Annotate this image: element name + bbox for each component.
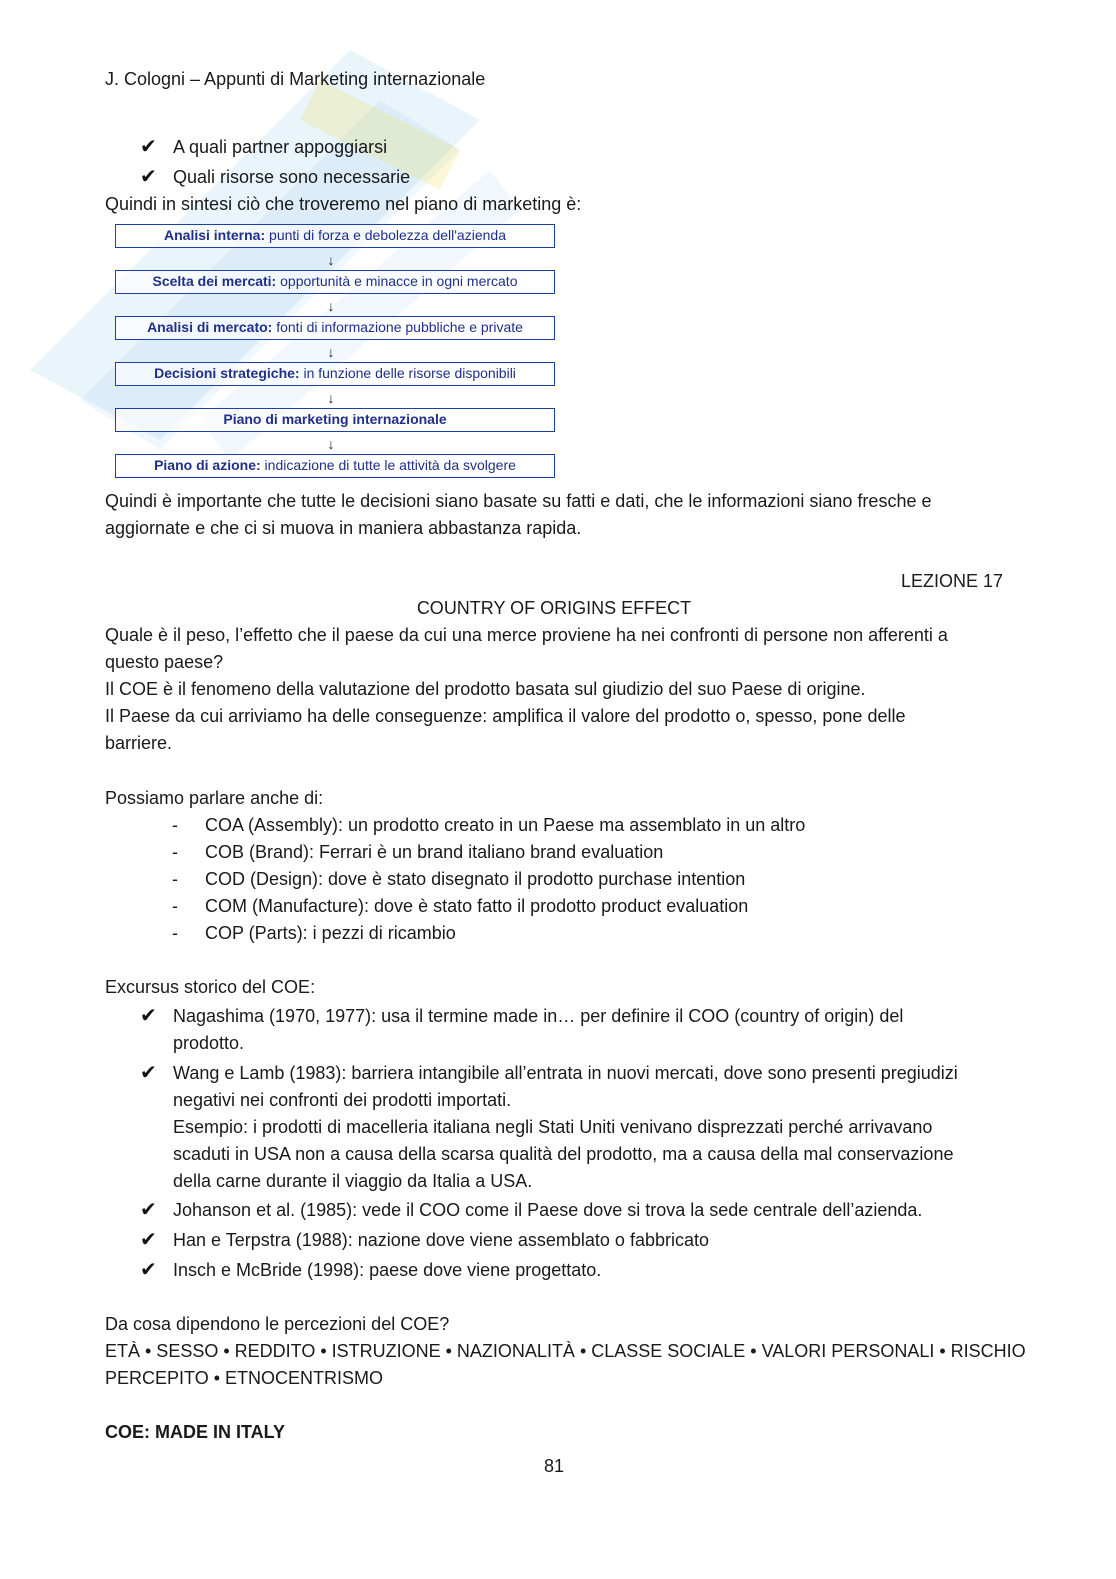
perceptions-question: Da cosa dipendono le percezioni del COE? — [105, 1314, 450, 1334]
list-item-continuation: prodotto. — [173, 1033, 245, 1053]
check-icon: ✔ — [140, 1062, 157, 1084]
flow-step-text: indicazione di tutte le attività da svolgere — [260, 457, 516, 473]
list-item: COB (Brand): Ferrari è un brand italiano brand evaluation — [205, 842, 664, 862]
paragraph-line: barriere. — [105, 733, 173, 753]
dash-bullet: - — [172, 923, 178, 943]
watermark-icon — [20, 40, 540, 560]
subsection-heading: COE: MADE IN ITALY — [105, 1422, 286, 1442]
list-item: COM (Manufacture): dove è stato fatto il prodotto product evaluation — [205, 896, 749, 916]
arrow-down-icon: ↓ — [327, 298, 335, 314]
check-icon: ✔ — [140, 1229, 157, 1251]
perceptions-list-line: ETÀ • SESSO • REDDITO • ISTRUZIONE • NAZIONALITÀ • CLASSE SOCIALE • VALORI PERSONALI • RISCHIO — [105, 1341, 1026, 1361]
flow-step — [115, 270, 555, 294]
flow-step-title: Analisi di mercato: — [147, 319, 273, 335]
paragraph-line: Quale è il peso, l’effetto che il paese da cui una merce proviene ha nei confronti di persone non afferenti a — [105, 625, 948, 645]
dash-bullet: - — [172, 869, 178, 889]
arrow-down-icon: ↓ — [327, 390, 335, 406]
check-icon: ✔ — [140, 166, 157, 188]
list-item: Quali risorse sono necessarie — [173, 167, 411, 187]
flow-step-title: Decisioni strategiche: — [154, 365, 300, 381]
page-number: 81 — [543, 1456, 565, 1476]
flow-step — [115, 316, 555, 340]
check-icon: ✔ — [140, 136, 157, 158]
arrow-down-icon: ↓ — [327, 436, 335, 452]
list-item: COP (Parts): i pezzi di ricambio — [205, 923, 456, 943]
list-item: Johanson et al. (1985): vede il COO come il Paese dove si trova la sede centrale dell’azienda. — [173, 1200, 923, 1220]
paragraph-line: questo paese? — [105, 652, 224, 672]
flow-step — [115, 408, 555, 432]
dash-bullet: - — [172, 815, 178, 835]
flow-step — [115, 454, 555, 478]
flow-step-title: Piano di azione: — [154, 457, 261, 473]
check-icon: ✔ — [140, 1199, 157, 1221]
list-item-continuation: Esempio: i prodotti di macelleria italiana negli Stati Uniti venivano disprezzati perché arrivavano — [173, 1117, 933, 1137]
list-item: COD (Design): dove è stato disegnato il prodotto purchase intention — [205, 869, 746, 889]
list-item-continuation: della carne durante il viaggio da Italia a USA. — [173, 1171, 533, 1191]
paragraph-line: Il Paese da cui arriviamo ha delle conseguenze: amplifica il valore del prodotto o, spesso, pone delle — [105, 706, 906, 726]
check-icon: ✔ — [140, 1259, 157, 1281]
list-item: Wang e Lamb (1983): barriera intangibile all’entrata in nuovi mercati, dove sono presenti pregiudizi — [173, 1063, 958, 1083]
dash-bullet: - — [172, 896, 178, 916]
lesson-label: LEZIONE 17 — [900, 571, 1003, 591]
list-item-continuation: scaduti in USA non a causa della scarsa qualità del prodotto, ma a causa della mal conservazione — [173, 1144, 954, 1164]
flow-step — [115, 362, 555, 386]
flow-step-title: Piano di marketing internazionale — [223, 411, 447, 427]
paragraph-line: Il COE è il fenomeno della valutazione del prodotto basata sul giudizio del suo Paese di origine. — [105, 679, 866, 699]
flow-step-title: Analisi interna: — [164, 227, 266, 243]
flow-step-text: in funzione delle risorse disponibili — [299, 365, 516, 381]
perceptions-list-line: PERCEPITO • ETNOCENTRISMO — [105, 1368, 383, 1388]
arrow-down-icon: ↓ — [327, 252, 335, 268]
check-icon: ✔ — [140, 1005, 157, 1027]
flow-step — [115, 224, 555, 248]
paragraph-line: aggiornate e che ci si muova in maniera abbastanza rapida. — [105, 518, 582, 538]
list-item: COA (Assembly): un prodotto creato in un Paese ma assemblato in un altro — [205, 815, 806, 835]
flow-step-title: Scelta dei mercati: — [152, 273, 277, 289]
intro-paragraph: Quindi in sintesi ciò che troveremo nel piano di marketing è: — [105, 194, 582, 214]
arrow-down-icon: ↓ — [327, 344, 335, 360]
list-item-continuation: negativi nei confronti dei prodotti importati. — [173, 1090, 512, 1110]
list-item: Han e Terpstra (1988): nazione dove viene assemblato o fabbricato — [173, 1230, 709, 1250]
flow-step-text: punti di forza e debolezza dell'azienda — [265, 227, 506, 243]
section-title: COUNTRY OF ORIGINS EFFECT — [416, 598, 692, 618]
also-label: Possiamo parlare anche di: — [105, 788, 324, 808]
list-item: Insch e McBride (1998): paese dove viene progettato. — [173, 1260, 602, 1280]
list-item: Nagashima (1970, 1977): usa il termine made in… per definire il COO (country of origin) del — [173, 1006, 904, 1026]
flow-step-text: fonti di informazione pubbliche e private — [272, 319, 523, 335]
excursus-label: Excursus storico del COE: — [105, 977, 316, 997]
document-header: J. Cologni – Appunti di Marketing internazionale — [105, 69, 486, 89]
flow-step-text: opportunità e minacce in ogni mercato — [276, 273, 518, 289]
list-item: A quali partner appoggiarsi — [173, 137, 388, 157]
dash-bullet: - — [172, 842, 178, 862]
paragraph-line: Quindi è importante che tutte le decisioni siano basate su fatti e dati, che le informazioni siano fresche e — [105, 491, 932, 511]
